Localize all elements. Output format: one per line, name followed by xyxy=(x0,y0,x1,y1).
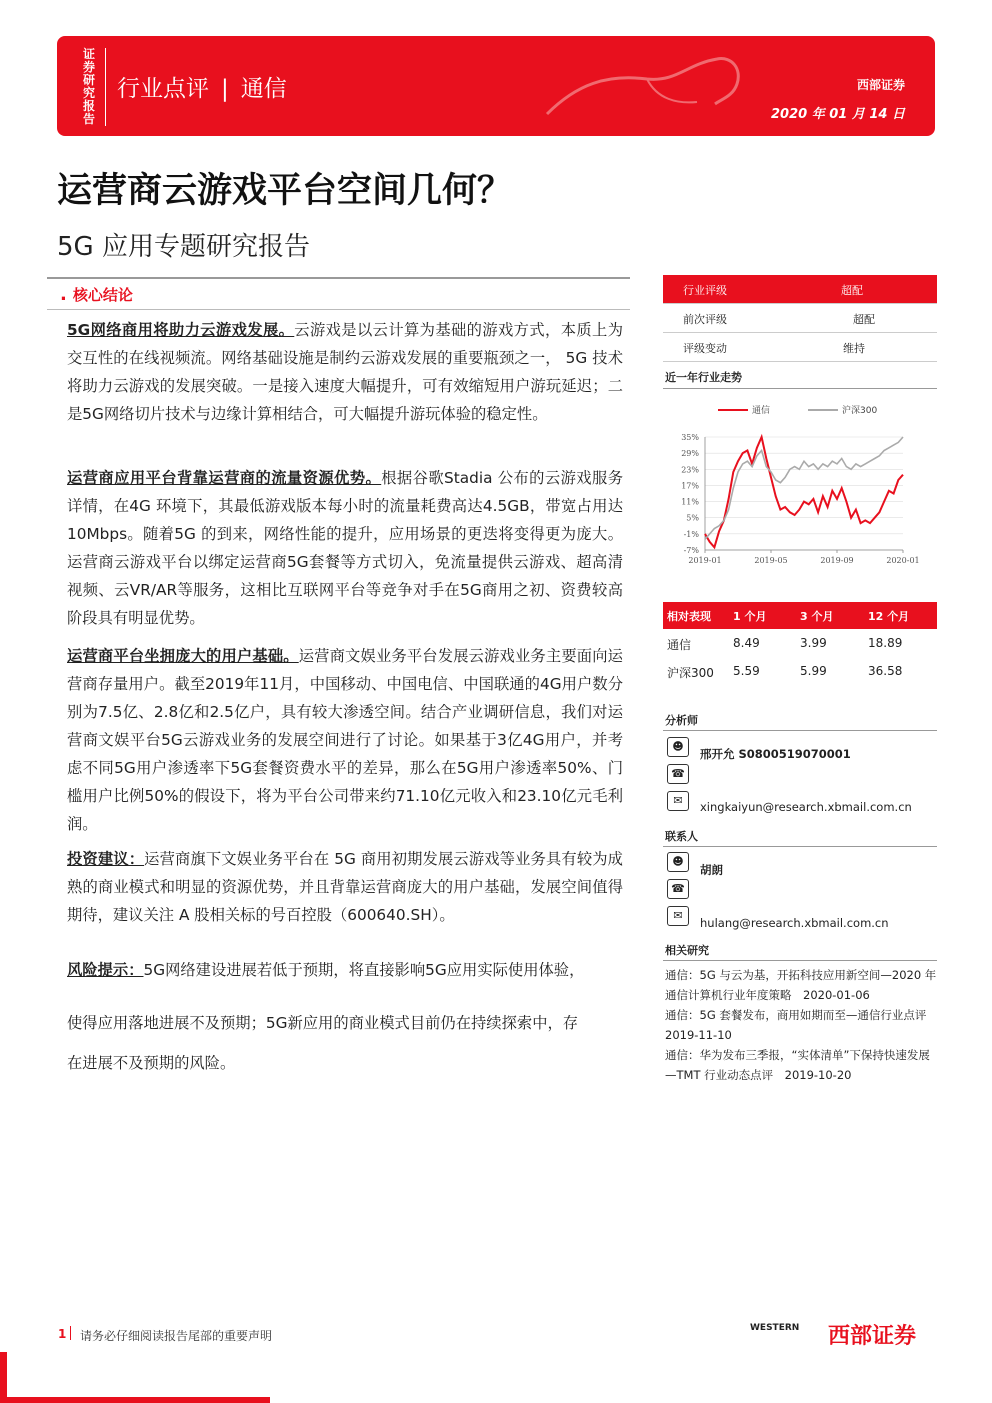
chart-y-tick-label: -7% xyxy=(683,546,699,555)
decorative-ox-icon xyxy=(537,44,777,134)
analyst-name-id: 邢开允 S0800519070001 xyxy=(700,747,851,761)
related-title: 相关研究 xyxy=(665,944,709,957)
section-divider xyxy=(47,277,630,279)
header-banner xyxy=(57,36,935,136)
perf-header: 12 个月 xyxy=(868,610,910,623)
perf-cell: 沪深300 xyxy=(667,666,714,680)
chart-y-tick-label: 29% xyxy=(681,449,699,459)
related-item[interactable]: 通信：华为发布三季报，“实体清单”下保持快速发展—TMT 行业动态点评 2019-10-20 xyxy=(665,1048,930,1082)
mail-icon: ✉ xyxy=(667,791,689,811)
paragraph-text: 云游戏是以云计算为基础的游戏方式，本质上为交互性的在线视频流。网络基础设施是制约云游戏发展的重要瓶颈之一， 5G 技术将助力云游戏的发展突破。一是接入速度大幅提升，可有效缩短用户游玩延迟；二是5G网络切片技术与边缘计算相结合，可大幅提升游玩体验的稳定性。 xyxy=(67,321,623,423)
chart-y-ticks xyxy=(681,433,699,555)
chart-y-tick-label: 11% xyxy=(681,497,699,507)
paragraph-lead: 投资建议： xyxy=(67,850,145,868)
trend-divider xyxy=(663,388,937,389)
chart-series-line xyxy=(705,437,903,547)
contact-email[interactable]: hulang@research.xbmail.com.cn xyxy=(700,916,889,930)
chart-y-tick-label: 5% xyxy=(686,513,699,523)
chart-legend-label: 沪深300 xyxy=(842,406,878,416)
paragraph-lead: 运营商平台坐拥庞大的用户基础。 xyxy=(67,647,299,665)
perf-cell: 18.89 xyxy=(868,636,903,650)
section-divider-secondary xyxy=(47,309,630,310)
chart-x-tick-label: 2019-01 xyxy=(688,556,722,565)
rating-value: 维持 xyxy=(843,342,865,355)
chart-legend-label: 通信 xyxy=(752,406,771,416)
page-number: 1 xyxy=(58,1327,67,1341)
risk-line-2: 使得应用落地进展不及预期；5G新应用的商业模式目前仍在持续探索中，存 xyxy=(67,1014,579,1032)
sector-label: 通信 xyxy=(240,76,287,102)
category-separator: | xyxy=(221,76,229,102)
phone-icon: ☎ xyxy=(667,764,689,784)
chart-y-tick-label: 23% xyxy=(681,465,699,475)
brand-name: 西部证券 xyxy=(856,78,905,92)
paragraph-4 xyxy=(67,845,623,929)
contact-title: 联系人 xyxy=(665,830,698,843)
perf-header-row xyxy=(663,602,937,629)
page-title: 运营商云游戏平台空间几何？ xyxy=(57,171,513,211)
related-item[interactable]: 通信：5G 套餐发布，商用如期而至—通信行业点评 2019-11-10 xyxy=(665,1008,938,1042)
chart-x-tick-label: 2019-09 xyxy=(820,556,854,565)
rating-row xyxy=(663,333,937,362)
rating-value: 超配 xyxy=(841,284,863,297)
paragraph-lead: 5G网络商用将助力云游戏发展。 xyxy=(67,321,295,339)
perf-row xyxy=(663,657,937,685)
footer-brand-logo: 西部证券 xyxy=(828,1324,917,1349)
banner-divider xyxy=(105,48,106,126)
section-heading: . 核心结论 xyxy=(60,284,133,305)
perf-header: 1 个月 xyxy=(733,610,767,623)
chart-y-tick-label: 35% xyxy=(681,433,699,442)
risk-line-1 xyxy=(67,956,623,984)
page-subtitle: 5G 应用专题研究报告 xyxy=(57,232,310,262)
paragraph-3 xyxy=(67,642,623,838)
chart-y-tick-label: 17% xyxy=(681,481,699,491)
perf-cell: 3.99 xyxy=(800,636,827,650)
analyst-title: 分析师 xyxy=(665,714,698,727)
rating-label: 评级变动 xyxy=(683,342,727,355)
paragraph-text: 运营商文娱业务平台发展云游戏业务主要面向运营商存量用户。截至2019年11月，中国移动、中国电信、中国联通的4G用户数分别为7.5亿、2.8亿和2.5亿户，具有较大渗透空间。结合产业调研信息，我们对运营商文娱平台5G云游戏业务的发展空间进行了讨论。如果基于3亿4G用户，并考虑不同5G用户渗透率下5G套餐资费水平的差异，那么在5G用户渗透率50%、门槛用户比例50%的假设下，将为平台公司带来约71.10亿元收入和23.10亿元毛利润。 xyxy=(67,647,623,833)
report-type-label: 证券研究报告 xyxy=(83,47,96,126)
perf-cell: 5.99 xyxy=(800,664,827,678)
perf-row xyxy=(663,629,937,657)
phone-icon: ☎ xyxy=(667,879,689,899)
perf-cell: 5.59 xyxy=(733,664,760,678)
perf-cell: 8.49 xyxy=(733,636,760,650)
contact-name: 胡朗 xyxy=(700,863,723,877)
chart-x-tick-label: 2020-01 xyxy=(886,556,920,565)
risk-lead: 风险提示： xyxy=(67,961,144,979)
paragraph-2 xyxy=(67,464,623,632)
rating-label: 行业评级 xyxy=(683,284,727,297)
report-date: 2020 年 01 月 14 日 xyxy=(771,107,905,122)
footer-brand-en: WESTERN xyxy=(750,1323,800,1333)
chart-series xyxy=(705,437,903,547)
rating-row xyxy=(663,275,937,304)
analyst-divider xyxy=(663,730,937,731)
corner-accent-horizontal xyxy=(0,1397,270,1403)
rating-value: 超配 xyxy=(853,313,875,326)
corner-accent-vertical xyxy=(0,1352,7,1403)
paragraph-text: 运营商旗下文娱业务平台在 5G 商用初期发展云游戏等业务具有较为成熟的商业模式和明显的资源优势，并且背靠运营商庞大的用户基础，发展空间值得期待，建议关注 A 股相关标的号百控股（600640.SH）。 xyxy=(67,850,623,924)
perf-cell: 36.58 xyxy=(868,664,903,678)
paragraph-lead: 运营商应用平台背靠运营商的流量资源优势。 xyxy=(67,469,382,487)
perf-header: 3 个月 xyxy=(800,610,834,623)
performance-table xyxy=(663,602,937,685)
mail-icon: ✉ xyxy=(667,906,689,926)
footer-disclaimer: 请务必仔细阅读报告尾部的重要声明 xyxy=(80,1329,273,1343)
chart-x-tick-label: 2019-05 xyxy=(754,556,788,565)
risk-line-3: 在进展不及预期的风险。 xyxy=(67,1054,236,1072)
chart-y-tick-label: -1% xyxy=(683,529,699,539)
paragraph-text: 根据谷歌Stadia 公布的云游戏服务详情，在4G 环境下，其最低游戏版本每小时的流量耗费高达4.5GB，带宽占用达10Mbps。随着5G 的到来，网络性能的提升，应用场景的更迭将变得更为庞大。运营商云游戏平台以绑定运营商5G套餐等方式切入，免流量提供云游戏、超高清视频、云VR/AR等服务，这相比互联网平台等竞争对手在5G商用之初、资费较高阶段具有明显优势。 xyxy=(67,469,623,627)
chart-legend xyxy=(718,404,877,416)
trend-chart xyxy=(663,395,937,575)
risk-text: 5G网络建设进展若低于预期，将直接影响5G应用实际使用体验， xyxy=(143,961,585,979)
rating-row xyxy=(663,304,937,333)
person-icon: ☻ xyxy=(667,852,689,872)
rating-table xyxy=(663,275,937,362)
report-category xyxy=(117,70,287,103)
section-heading-text: 核心结论 xyxy=(72,286,133,304)
perf-header: 相对表现 xyxy=(667,610,711,623)
analyst-email[interactable]: xingkaiyun@research.xbmail.com.cn xyxy=(700,800,912,814)
perf-cell: 通信 xyxy=(667,638,692,652)
chart-series-line xyxy=(705,437,903,539)
footer-separator xyxy=(70,1326,71,1340)
category-label: 行业点评 xyxy=(117,76,209,102)
rating-label: 前次评级 xyxy=(683,313,727,326)
chart-x-ticks xyxy=(688,550,919,565)
paragraph-1 xyxy=(67,316,623,428)
contact-divider xyxy=(663,846,937,847)
trend-title: 近一年行业走势 xyxy=(665,371,742,384)
chart-grid xyxy=(705,437,903,550)
related-item[interactable]: 通信：5G 与云为基，开拓科技应用新空间—2020 年通信计算机行业年度策略 2020-01-06 xyxy=(665,968,937,1002)
person-icon: ☻ xyxy=(667,737,689,757)
related-divider xyxy=(663,960,937,961)
